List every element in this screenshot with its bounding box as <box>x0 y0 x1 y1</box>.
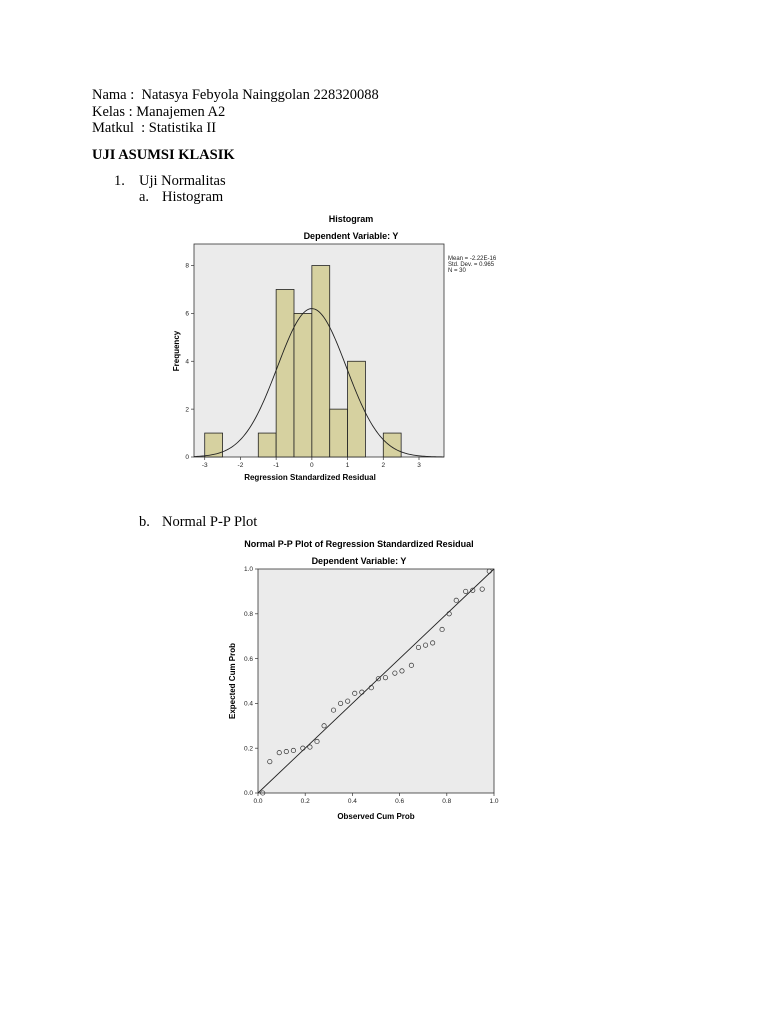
x-tick-label: -2 <box>237 462 244 469</box>
x-tick-label: 0.2 <box>300 798 310 805</box>
student-name: Nama : Natasya Febyola Nainggolan 228320088 <box>92 87 379 103</box>
stat-n: N = 30 <box>448 268 466 274</box>
histogram-chart <box>160 208 520 498</box>
y-tick-label: 6 <box>185 310 189 318</box>
pp-plot-title: Normal P-P Plot of Regression Standardized Residual <box>244 539 474 549</box>
histogram-bar <box>312 266 330 457</box>
stat-mean: Mean = -2.22E-16 <box>448 256 497 262</box>
course-name: Matkul : Statistika II <box>92 120 217 136</box>
histogram-subtitle: Dependent Variable: Y <box>303 231 399 241</box>
histogram-bar <box>205 433 223 457</box>
x-tick-label: -1 <box>273 462 280 469</box>
x-tick-label: 0.4 <box>347 798 357 805</box>
y-tick-label: 0.0 <box>243 790 253 798</box>
y-tick-label: 0.2 <box>243 745 253 753</box>
section-title: UJI ASUMSI KLASIK <box>92 147 235 163</box>
pp-plot-chart <box>220 534 520 824</box>
y-tick-label: 0 <box>185 454 189 462</box>
histogram-x-axis-label: Regression Standardized Residual <box>244 473 376 482</box>
pp-plot-x-axis-label: Observed Cum Prob <box>337 812 415 821</box>
item-number: 1. <box>114 173 125 189</box>
y-tick-label: 0.4 <box>243 700 253 708</box>
y-tick-label: 8 <box>185 262 189 270</box>
x-tick-label: -3 <box>201 462 208 469</box>
histogram-y-axis-label: Frequency <box>172 330 181 372</box>
y-tick-label: 1.0 <box>243 566 253 574</box>
histogram-bar <box>258 433 276 457</box>
subitem-letter-b: b. <box>139 514 150 530</box>
pp-plot-subtitle: Dependent Variable: Y <box>311 556 407 566</box>
histogram-bar <box>330 409 348 457</box>
histogram-bar <box>276 289 294 457</box>
student-class: Kelas : Manajemen A2 <box>92 104 226 120</box>
histogram-bar <box>348 361 366 457</box>
x-tick-label: 2 <box>381 462 386 469</box>
subitem-label-histogram: Histogram <box>162 189 224 205</box>
subitem-label-pp-plot: Normal P-P Plot <box>162 514 258 530</box>
histogram-bar <box>294 313 312 457</box>
histogram-title: Histogram <box>328 214 374 224</box>
x-tick-label: 1.0 <box>489 798 499 805</box>
x-tick-label: 1 <box>345 462 350 469</box>
x-tick-label: 3 <box>417 462 421 469</box>
y-tick-label: 0.6 <box>243 655 253 663</box>
y-tick-label: 0.8 <box>243 611 253 618</box>
x-tick-label: 0 <box>310 462 314 469</box>
y-tick-label: 2 <box>185 406 189 414</box>
x-tick-label: 0.6 <box>395 798 405 805</box>
x-tick-label: 0.8 <box>442 798 452 805</box>
subitem-letter-a: a. <box>139 189 150 205</box>
y-tick-label: 4 <box>185 358 189 366</box>
pp-plot-y-axis-label: Expected Cum Prob <box>228 642 237 720</box>
histogram-bar <box>383 433 401 457</box>
item-label-uji-normalitas: Uji Normalitas <box>139 173 226 189</box>
x-tick-label: 0.0 <box>253 798 263 805</box>
stat-std-dev: Std. Dev. = 0.965 <box>448 262 495 268</box>
